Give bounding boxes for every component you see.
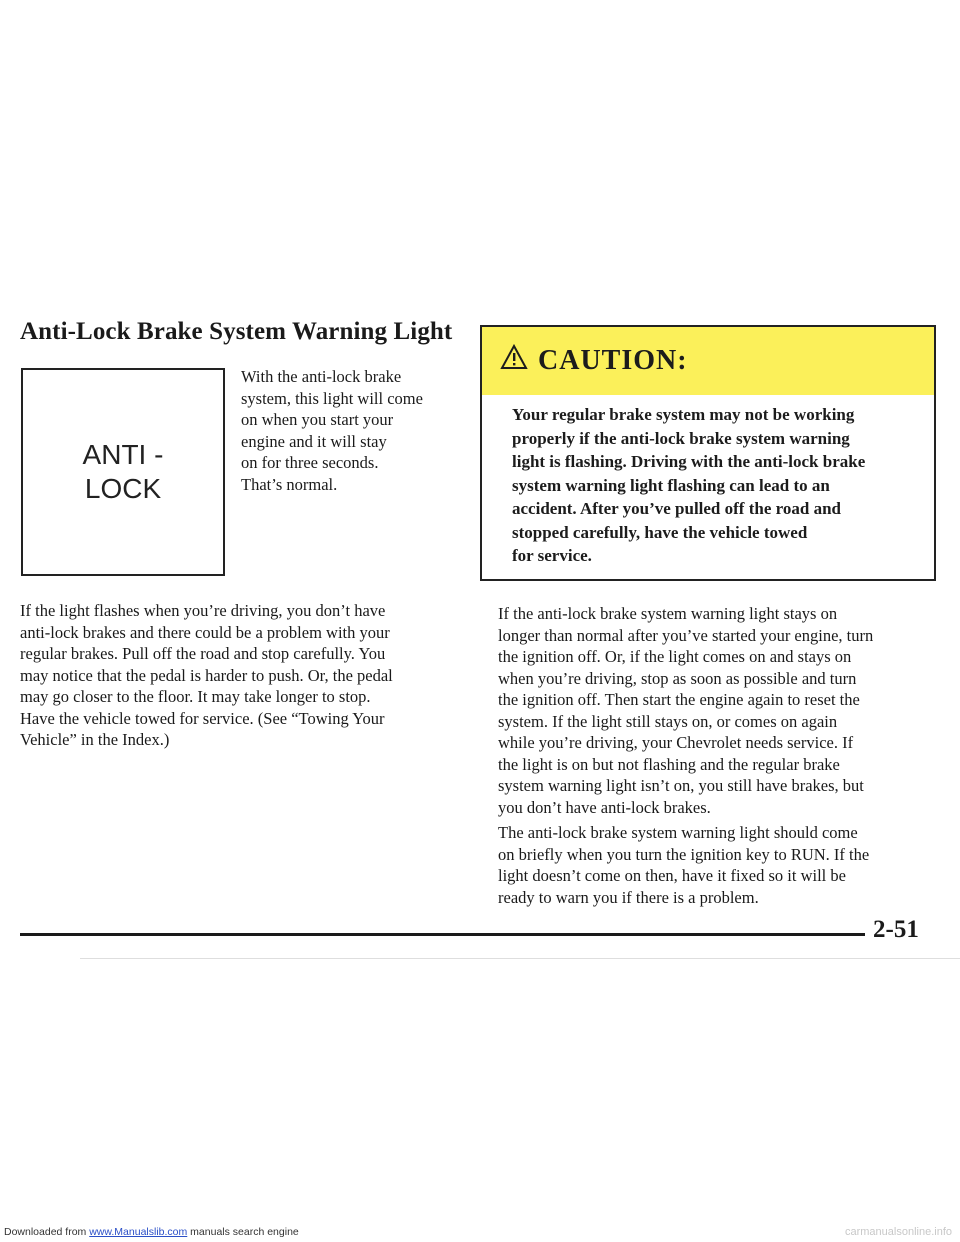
caution-header: [482, 327, 934, 395]
caution-line: stopped carefully, have the vehicle towed: [512, 522, 808, 542]
paragraph-line: the light is on but not flashing and the regular brake: [498, 754, 840, 774]
section-title: Anti-Lock Brake System Warning Light: [20, 318, 453, 345]
stays-on-paragraph: [498, 603, 938, 818]
paragraph-line: you don’t have anti-lock brakes.: [498, 797, 711, 817]
indicator-label-line-1: ANTI -: [82, 439, 164, 470]
source-prefix: Downloaded from: [4, 1226, 90, 1238]
intro-line: With the anti-lock brake: [241, 367, 402, 386]
footer-rule: [20, 933, 865, 936]
watermark: carmanualsonline.info: [844, 1226, 952, 1238]
manualslib-link[interactable]: www.Manualslib.com: [89, 1226, 188, 1238]
caution-label: CAUTION:: [538, 345, 688, 376]
paragraph-line: anti-lock brakes and there could be a problem with your: [20, 622, 390, 642]
intro-line: system, this light will come: [241, 388, 423, 408]
paragraph-line: while you’re driving, your Chevrolet needs service. If: [498, 733, 854, 752]
paragraph-line: Have the vehicle towed for service. (See “Towing Your: [20, 708, 385, 728]
paragraph-line: If the anti-lock brake system warning light stays on: [498, 604, 838, 623]
intro-line: on when you start your: [241, 410, 394, 429]
paragraph-line: system warning light isn’t on, you still have brakes, but: [498, 776, 864, 795]
scan-rule: [80, 958, 960, 959]
caution-line: properly if the anti-lock brake system warning: [512, 428, 850, 448]
paragraph-line: on briefly when you turn the ignition key to RUN. If the: [498, 844, 870, 864]
indicator-label-line-2: LOCK: [84, 473, 162, 504]
intro-paragraph: [241, 366, 466, 495]
paragraph-line: If the light flashes when you’re driving, you don’t have: [20, 601, 386, 620]
paragraph-line: The anti-lock brake system warning light should come: [498, 823, 858, 842]
intro-line: on for three seconds.: [241, 453, 379, 472]
caution-line: light is flashing. Driving with the anti-lock brake: [512, 452, 866, 471]
paragraph-line: light doesn’t come on then, have it fixed so it will be: [498, 866, 846, 885]
flashing-light-paragraph: [20, 600, 465, 751]
paragraph-line: may go closer to the floor. It may take longer to stop.: [20, 687, 371, 706]
caution-line: Your regular brake system may not be working: [512, 405, 855, 424]
caution-box: [480, 325, 936, 581]
paragraph-line: Vehicle” in the Index.): [20, 730, 170, 749]
paragraph-line: the ignition off. Or, if the light comes on and stays on: [498, 647, 852, 666]
warning-triangle-icon: [500, 344, 528, 378]
caution-line: system warning light flashing can lead to an: [512, 475, 830, 495]
caution-line: for service.: [512, 546, 592, 565]
caution-line: accident. After you’ve pulled off the road and: [512, 499, 841, 518]
intro-line: engine and it will stay: [241, 431, 387, 451]
paragraph-line: ready to warn you if there is a problem.: [498, 887, 759, 907]
source-suffix: manuals search engine: [187, 1226, 299, 1238]
download-source-line: [4, 1226, 299, 1238]
anti-lock-indicator-light: [21, 368, 225, 576]
paragraph-line: system. If the light still stays on, or comes on again: [498, 711, 838, 731]
briefly-on-paragraph: [498, 822, 938, 908]
paragraph-line: when you’re driving, stop as soon as possible and turn: [498, 668, 857, 688]
paragraph-line: longer than normal after you’ve started your engine, turn: [498, 625, 874, 645]
caution-text: [512, 403, 922, 568]
paragraph-line: may notice that the pedal is harder to push. Or, the pedal: [20, 665, 393, 685]
page-number: 2-51: [873, 916, 919, 943]
paragraph-line: regular brakes. Pull off the road and stop carefully. You: [20, 644, 386, 663]
intro-line: That’s normal.: [241, 474, 338, 494]
paragraph-line: the ignition off. Then start the engine again to reset the: [498, 690, 860, 709]
